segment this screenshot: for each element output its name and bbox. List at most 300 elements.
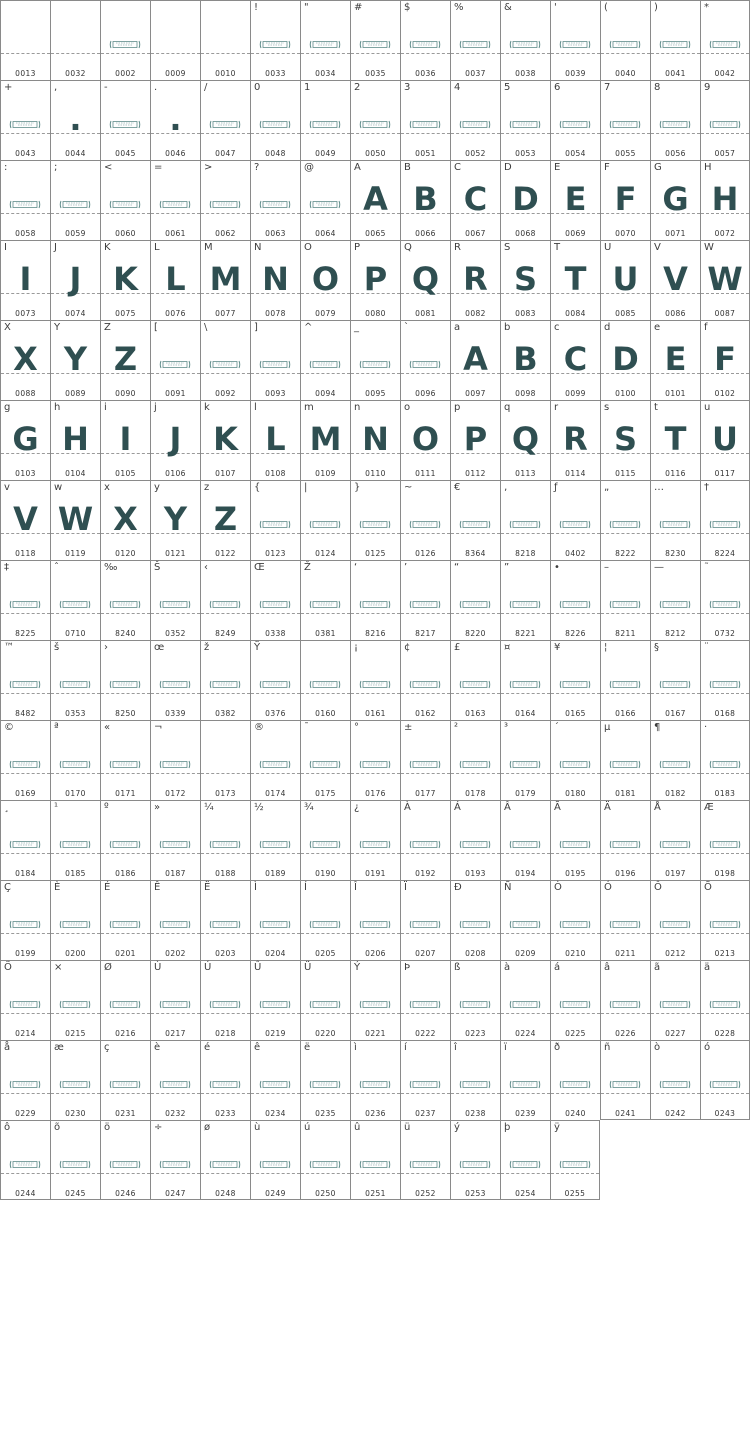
glyph-cell — [600, 320, 650, 400]
glyph-cell — [500, 80, 550, 160]
char-code: 8221 — [515, 629, 536, 638]
char-code: 0043 — [15, 149, 36, 158]
glyph-cell — [150, 1120, 200, 1200]
glyph-cell — [650, 480, 700, 560]
baseline-guide — [651, 613, 700, 614]
glyph-cell — [450, 400, 500, 480]
missing-glyph-icon — [709, 834, 741, 843]
missing-glyph-icon — [459, 1154, 491, 1163]
char-label: Ü — [304, 962, 312, 973]
missing-glyph-icon — [509, 514, 541, 523]
glyph-cell — [500, 1040, 550, 1120]
baseline-guide — [301, 213, 350, 214]
glyph-preview: . — [69, 100, 82, 138]
missing-glyph-icon — [309, 114, 341, 123]
char-label: ³ — [504, 722, 509, 733]
baseline-guide — [1, 1173, 50, 1174]
baseline-guide — [151, 933, 200, 934]
baseline-guide — [651, 693, 700, 694]
char-code: 0247 — [165, 1189, 186, 1198]
glyph-cell — [50, 960, 100, 1040]
char-code: 8216 — [365, 629, 386, 638]
baseline-guide — [501, 533, 550, 534]
glyph-cell — [100, 240, 150, 320]
missing-glyph-icon — [509, 114, 541, 123]
char-label: w — [54, 482, 63, 493]
glyph-cell — [350, 800, 400, 880]
char-label: ½ — [254, 802, 264, 813]
char-label: ß — [454, 962, 461, 973]
baseline-guide — [651, 533, 700, 534]
glyph-preview — [51, 21, 100, 57]
baseline-guide — [701, 853, 749, 854]
glyph-preview: Y — [163, 500, 188, 538]
baseline-guide — [251, 693, 300, 694]
glyph-cell — [350, 160, 400, 240]
glyph-cell — [100, 80, 150, 160]
char-code: 0115 — [615, 469, 636, 478]
char-code: 0211 — [615, 949, 636, 958]
missing-glyph-icon — [9, 594, 41, 603]
missing-glyph-icon — [259, 594, 291, 603]
char-label: I — [4, 242, 7, 253]
char-label: p — [454, 402, 461, 413]
char-label: × — [54, 962, 63, 973]
char-label: 1 — [304, 82, 311, 93]
char-code: 0098 — [515, 389, 536, 398]
baseline-guide — [1, 133, 50, 134]
char-label: á — [554, 962, 561, 973]
char-code: 0010 — [215, 69, 236, 78]
char-label: H — [704, 162, 712, 173]
glyph-cell — [100, 560, 150, 640]
char-code: 0107 — [215, 469, 236, 478]
glyph-cell — [400, 720, 450, 800]
char-label: Ï — [404, 882, 407, 893]
char-code: 0048 — [265, 149, 286, 158]
char-label: Ä — [604, 802, 611, 813]
baseline-guide — [601, 1013, 650, 1014]
char-code: 0102 — [714, 389, 736, 398]
char-code: 0101 — [665, 389, 686, 398]
missing-glyph-icon — [709, 754, 741, 763]
char-code: 0242 — [665, 1109, 686, 1118]
char-label: õ — [54, 1122, 61, 1133]
baseline-guide — [51, 853, 100, 854]
glyph-cell — [0, 400, 50, 480]
baseline-guide — [501, 853, 550, 854]
baseline-guide — [51, 933, 100, 934]
char-code: 0376 — [265, 709, 286, 718]
missing-glyph-icon — [609, 994, 641, 1003]
glyph-preview — [201, 741, 250, 777]
missing-glyph-icon — [509, 754, 541, 763]
char-label: ô — [4, 1122, 11, 1133]
glyph-preview: V — [13, 500, 38, 538]
char-code: 0083 — [515, 309, 536, 318]
glyph-cell — [450, 720, 500, 800]
char-code: 0183 — [714, 789, 736, 798]
char-code: 0100 — [615, 389, 636, 398]
baseline-guide — [201, 373, 250, 374]
glyph-preview: L — [165, 260, 186, 298]
char-code: 0201 — [115, 949, 136, 958]
baseline-guide — [601, 933, 650, 934]
glyph-cell — [300, 80, 350, 160]
glyph-cell — [200, 720, 250, 800]
char-label: ˆ — [54, 562, 59, 573]
missing-glyph-icon — [409, 514, 441, 523]
glyph-preview: T — [664, 420, 687, 458]
char-label: F — [604, 162, 610, 173]
char-code: 0732 — [714, 629, 736, 638]
missing-glyph-icon — [509, 1154, 541, 1163]
glyph-preview: O — [311, 260, 340, 298]
char-code: 0122 — [215, 549, 236, 558]
char-code: 0123 — [265, 549, 286, 558]
glyph-cell — [350, 480, 400, 560]
char-code: 8211 — [615, 629, 636, 638]
glyph-cell — [50, 320, 100, 400]
char-label: 5 — [504, 82, 511, 93]
missing-glyph-icon — [259, 354, 291, 363]
glyph-cell — [550, 1040, 600, 1120]
char-label: C — [454, 162, 461, 173]
missing-glyph-icon — [109, 1154, 141, 1163]
baseline-guide — [101, 53, 150, 54]
missing-glyph-icon — [359, 1074, 391, 1083]
baseline-guide — [201, 1093, 250, 1094]
char-label: , — [54, 82, 58, 93]
glyph-cell — [200, 80, 250, 160]
missing-glyph-icon — [359, 754, 391, 763]
char-label: Y — [54, 322, 61, 333]
baseline-guide — [151, 853, 200, 854]
glyph-cell — [400, 80, 450, 160]
missing-glyph-icon — [559, 834, 591, 843]
char-code: 0207 — [415, 949, 436, 958]
char-label: E — [554, 162, 561, 173]
glyph-cell — [0, 1120, 50, 1200]
char-code: 0099 — [565, 389, 586, 398]
char-label: Š — [154, 562, 161, 573]
char-code: 0197 — [665, 869, 686, 878]
char-code: 0198 — [714, 869, 736, 878]
baseline-guide — [351, 933, 400, 934]
missing-glyph-icon — [409, 1154, 441, 1163]
glyph-cell — [200, 880, 250, 960]
glyph-cell — [250, 80, 300, 160]
glyph-preview: C — [563, 340, 588, 378]
baseline-guide — [651, 53, 700, 54]
char-code: 0170 — [65, 789, 86, 798]
char-code: 0179 — [515, 789, 536, 798]
char-code: 0250 — [315, 1189, 336, 1198]
baseline-guide — [501, 53, 550, 54]
glyph-cell — [500, 0, 550, 80]
baseline-guide — [451, 1093, 500, 1094]
missing-glyph-icon — [409, 354, 441, 363]
char-code: 0160 — [315, 709, 336, 718]
glyph-preview: N — [362, 420, 389, 458]
char-label: ò — [654, 1042, 661, 1053]
glyph-cell — [200, 480, 250, 560]
baseline-guide — [201, 1173, 250, 1174]
char-code: 0230 — [65, 1109, 86, 1118]
glyph-cell — [350, 0, 400, 80]
char-code: 8482 — [15, 709, 36, 718]
char-label: 8 — [654, 82, 661, 93]
char-label: Ö — [4, 962, 12, 973]
baseline-guide — [601, 613, 650, 614]
glyph-cell — [450, 1040, 500, 1120]
char-label: R — [454, 242, 461, 253]
char-label: Õ — [704, 882, 712, 893]
baseline-guide — [551, 1093, 600, 1094]
char-code: 0382 — [215, 709, 236, 718]
baseline-guide — [601, 53, 650, 54]
baseline-guide — [1, 693, 50, 694]
char-label: ó — [704, 1042, 711, 1053]
char-code: 0241 — [615, 1109, 636, 1118]
missing-glyph-icon — [609, 754, 641, 763]
missing-glyph-icon — [259, 1074, 291, 1083]
missing-glyph-icon — [409, 114, 441, 123]
glyph-preview — [151, 21, 200, 57]
glyph-preview: A — [363, 180, 388, 218]
glyph-cell — [400, 320, 450, 400]
char-label: ð — [554, 1042, 561, 1053]
char-code: 0118 — [15, 549, 36, 558]
baseline-guide — [401, 693, 450, 694]
baseline-guide — [351, 53, 400, 54]
char-label: W — [704, 242, 714, 253]
glyph-cell — [100, 880, 150, 960]
missing-glyph-icon — [359, 1154, 391, 1163]
glyph-cell — [300, 480, 350, 560]
glyph-cell — [0, 160, 50, 240]
glyph-cell — [450, 560, 500, 640]
missing-glyph-icon — [459, 1074, 491, 1083]
char-label: • — [554, 562, 560, 573]
missing-glyph-icon — [309, 34, 341, 43]
glyph-cell — [250, 640, 300, 720]
char-code: 0237 — [415, 1109, 436, 1118]
baseline-guide — [151, 693, 200, 694]
baseline-guide — [101, 1013, 150, 1014]
missing-glyph-icon — [459, 834, 491, 843]
missing-glyph-icon — [59, 1154, 91, 1163]
glyph-preview: M — [309, 420, 342, 458]
glyph-cell — [250, 720, 300, 800]
glyph-cell — [100, 160, 150, 240]
char-code: 0352 — [165, 629, 186, 638]
char-code: 0065 — [365, 229, 386, 238]
glyph-cell — [600, 80, 650, 160]
baseline-guide — [451, 133, 500, 134]
missing-glyph-icon — [309, 594, 341, 603]
glyph-cell — [250, 960, 300, 1040]
glyph-cell — [500, 960, 550, 1040]
baseline-guide — [401, 853, 450, 854]
glyph-cell — [400, 160, 450, 240]
char-label: ( — [604, 2, 608, 13]
char-label: þ — [504, 1122, 511, 1133]
glyph-cell — [550, 320, 600, 400]
glyph-cell — [600, 0, 650, 80]
missing-glyph-icon — [609, 914, 641, 923]
char-code: 0218 — [215, 1029, 236, 1038]
missing-glyph-icon — [609, 834, 641, 843]
char-label: G — [654, 162, 662, 173]
char-label: m — [304, 402, 314, 413]
glyph-cell — [650, 1040, 700, 1120]
glyph-cell — [100, 960, 150, 1040]
missing-glyph-icon — [509, 1074, 541, 1083]
missing-glyph-icon — [559, 1154, 591, 1163]
baseline-guide — [201, 133, 250, 134]
char-label: ƒ — [554, 482, 558, 493]
glyph-cell — [300, 160, 350, 240]
char-label: ² — [454, 722, 459, 733]
char-label: P — [354, 242, 361, 253]
glyph-preview: D — [512, 180, 539, 218]
glyph-cell — [600, 800, 650, 880]
char-code: 0110 — [365, 469, 386, 478]
missing-glyph-icon — [309, 674, 341, 683]
char-label: ¶ — [654, 722, 661, 733]
glyph-cell — [550, 880, 600, 960]
baseline-guide — [451, 933, 500, 934]
baseline-guide — [251, 933, 300, 934]
glyph-cell — [700, 800, 750, 880]
glyph-cell — [100, 1040, 150, 1120]
glyph-cell — [50, 240, 100, 320]
glyph-cell — [700, 880, 750, 960]
glyph-cell — [650, 0, 700, 80]
glyph-cell — [50, 1120, 100, 1200]
baseline-guide — [251, 373, 300, 374]
char-code: 0232 — [165, 1109, 186, 1118]
char-label: ™ — [4, 642, 14, 653]
glyph-cell — [400, 240, 450, 320]
missing-glyph-icon — [309, 1154, 341, 1163]
char-label: … — [654, 482, 664, 493]
baseline-guide — [201, 933, 250, 934]
missing-glyph-icon — [359, 914, 391, 923]
char-code: 0050 — [365, 149, 386, 158]
baseline-guide — [551, 853, 600, 854]
char-label: § — [654, 642, 659, 653]
char-code: 0067 — [465, 229, 486, 238]
char-code: 0193 — [465, 869, 486, 878]
baseline-guide — [1, 933, 50, 934]
char-code: 0190 — [315, 869, 336, 878]
char-code: 0176 — [365, 789, 386, 798]
missing-glyph-icon — [509, 834, 541, 843]
char-code: 0203 — [215, 949, 236, 958]
char-code: 0222 — [415, 1029, 436, 1038]
char-label: c — [554, 322, 560, 333]
glyph-cell — [250, 880, 300, 960]
glyph-preview: . — [169, 100, 182, 138]
baseline-guide — [301, 1093, 350, 1094]
char-code: 0215 — [65, 1029, 86, 1038]
char-label: : — [4, 162, 8, 173]
baseline-guide — [401, 933, 450, 934]
glyph-cell — [600, 400, 650, 480]
char-code: 0117 — [714, 469, 736, 478]
missing-glyph-icon — [459, 914, 491, 923]
missing-glyph-icon — [559, 754, 591, 763]
char-label: © — [4, 722, 14, 733]
glyph-preview: E — [564, 180, 587, 218]
glyph-cell — [0, 800, 50, 880]
glyph-cell — [550, 480, 600, 560]
glyph-preview: C — [463, 180, 488, 218]
char-label: ê — [254, 1042, 261, 1053]
baseline-guide — [601, 533, 650, 534]
char-code: 0171 — [115, 789, 136, 798]
char-code: 0058 — [15, 229, 36, 238]
glyph-preview: R — [463, 260, 488, 298]
glyph-preview: S — [513, 260, 538, 298]
glyph-cell — [250, 240, 300, 320]
glyph-cell — [300, 800, 350, 880]
missing-glyph-icon — [109, 194, 141, 203]
char-code: 0163 — [465, 709, 486, 718]
char-label: D — [504, 162, 512, 173]
baseline-guide — [451, 1013, 500, 1014]
missing-glyph-icon — [59, 594, 91, 603]
baseline-guide — [201, 1013, 250, 1014]
char-code: 0119 — [65, 549, 86, 558]
glyph-cell — [550, 960, 600, 1040]
char-label: ^ — [304, 322, 313, 333]
glyph-cell — [0, 640, 50, 720]
baseline-guide — [701, 133, 749, 134]
baseline-guide — [601, 693, 650, 694]
glyph-cell — [600, 960, 650, 1040]
char-label: T — [554, 242, 561, 253]
char-code: 0243 — [714, 1109, 736, 1118]
baseline-guide — [401, 533, 450, 534]
missing-glyph-icon — [659, 834, 691, 843]
glyph-cell — [250, 400, 300, 480]
missing-glyph-icon — [359, 34, 391, 43]
glyph-cell — [300, 640, 350, 720]
char-code: 0066 — [415, 229, 436, 238]
glyph-cell — [150, 640, 200, 720]
char-label: 2 — [354, 82, 361, 93]
baseline-guide — [551, 933, 600, 934]
char-label: d — [604, 322, 611, 333]
baseline-guide — [151, 1013, 200, 1014]
char-code: 0244 — [15, 1189, 36, 1198]
char-label: @ — [304, 162, 314, 173]
char-code: 0212 — [665, 949, 686, 958]
glyph-cell — [0, 320, 50, 400]
glyph-preview: I — [19, 260, 32, 298]
baseline-guide — [1, 853, 50, 854]
baseline-guide — [101, 1093, 150, 1094]
missing-glyph-icon — [659, 1074, 691, 1083]
glyph-cell — [650, 720, 700, 800]
char-label: V — [654, 242, 661, 253]
baseline-guide — [301, 133, 350, 134]
missing-glyph-icon — [309, 754, 341, 763]
char-code: 0248 — [215, 1189, 236, 1198]
